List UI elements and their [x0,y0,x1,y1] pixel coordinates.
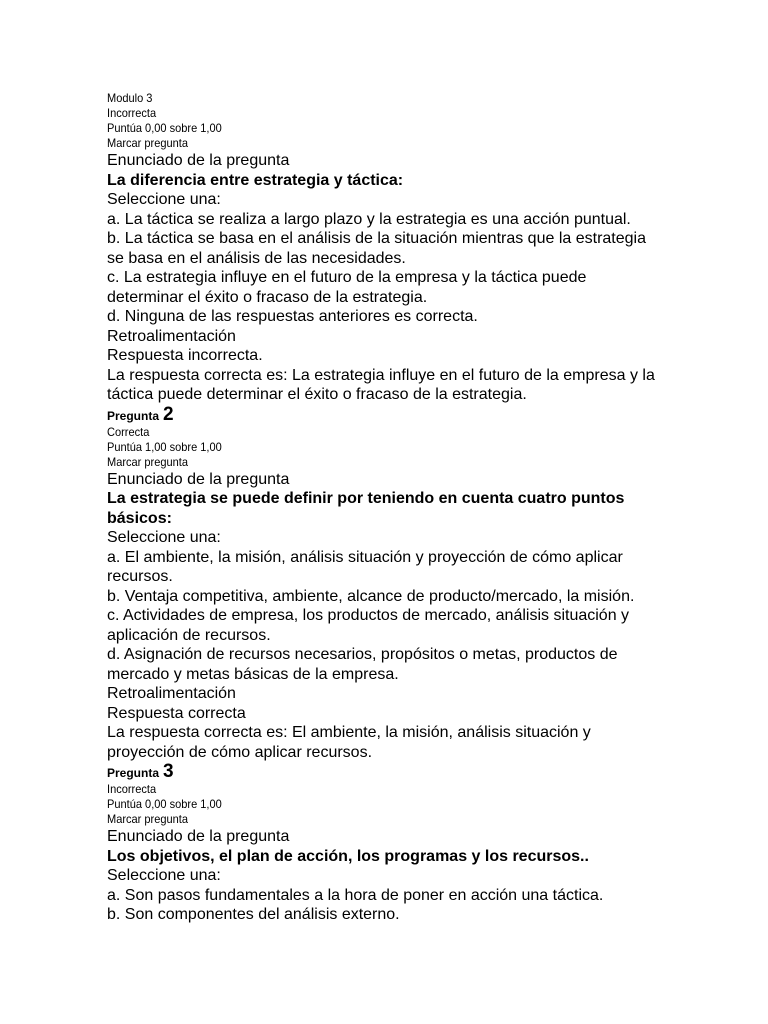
feedback-result: Respuesta correcta [107,704,246,722]
question-number: 3 [163,761,174,782]
question-text: La diferencia entre estrategia y táctica: [107,171,404,189]
question-3 [107,762,667,925]
status-label: Correcta [107,424,150,439]
question-label: Pregunta [107,408,160,423]
option-b[interactable]: b. La táctica se basa en el análisis de la situación mientras que la estrategia se basa en el análisis de las necesidades. [107,230,646,267]
flag-question-link[interactable]: Marcar pregunta [107,812,189,826]
select-label: Seleccione una: [107,529,221,546]
statement-label: Enunciado de la pregunta [107,470,290,488]
option-d[interactable]: d. Asignación de recursos necesarios, propósitos o metas, productos de mercado y metas básicas de la empresa. [107,646,618,683]
question-text: La estrategia se puede definir por teniendo en cuenta cuatro puntos básicos: [107,490,625,527]
correct-answer-text: La respuesta correcta es: La estrategia influye en el futuro de la empresa y la táctica puede determinar el éxito o fracaso de la estrategia. [107,366,655,403]
question-text: Los objetivos, el plan de acción, los programas y los recursos.. [107,847,589,865]
score-label: Puntúa 0,00 sobre 1,00 [107,121,222,135]
feedback-label: Retroalimentación [107,685,236,702]
score-label: Puntúa 0,00 sobre 1,00 [107,797,222,811]
question-heading [107,762,667,782]
correct-answer-text: La respuesta correcta es: El ambiente, la misión, análisis situación y proyección de cómo aplicar recursos. [107,724,591,761]
select-label: Seleccione una: [107,191,221,208]
option-a[interactable]: a. Son pasos fundamentales a la hora de poner en acción una táctica. [107,886,604,904]
score-label: Puntúa 1,00 sobre 1,00 [107,439,222,454]
option-b[interactable]: b. Son componentes del análisis externo. [107,906,400,923]
quiz-review-document [107,91,667,925]
select-label: Seleccione una: [107,867,221,884]
question-1 [107,91,667,405]
option-c[interactable]: c. Actividades de empresa, los productos de mercado, análisis situación y aplicación de recursos. [107,607,630,644]
statement-label: Enunciado de la pregunta [107,828,290,845]
flag-question-link[interactable]: Marcar pregunta [107,454,189,469]
status-label: Incorrecta [107,106,157,120]
option-d[interactable]: d. Ninguna de las respuestas anteriores es correcta. [107,308,478,325]
flag-question-link[interactable]: Marcar pregunta [107,136,189,150]
status-label: Incorrecta [107,782,157,796]
question-heading [107,405,667,425]
module-label: Modulo 3 [107,91,153,105]
option-a[interactable]: a. La táctica se realiza a largo plazo y la estrategia es una acción puntual. [107,210,631,228]
question-2 [107,405,667,763]
question-label: Pregunta [107,766,160,780]
statement-label: Enunciado de la pregunta [107,152,290,169]
option-c[interactable]: c. La estrategia influye en el futuro de la empresa y la táctica puede determinar el éxito o fracaso de la estrategia. [107,269,587,306]
feedback-result: Respuesta incorrecta. [107,347,263,364]
question-number: 2 [163,403,174,425]
option-b[interactable]: b. Ventaja competitiva, ambiente, alcance de producto/mercado, la misión. [107,587,635,605]
option-a[interactable]: a. El ambiente, la misión, análisis situación y proyección de cómo aplicar recursos. [107,548,623,585]
feedback-label: Retroalimentación [107,327,236,345]
